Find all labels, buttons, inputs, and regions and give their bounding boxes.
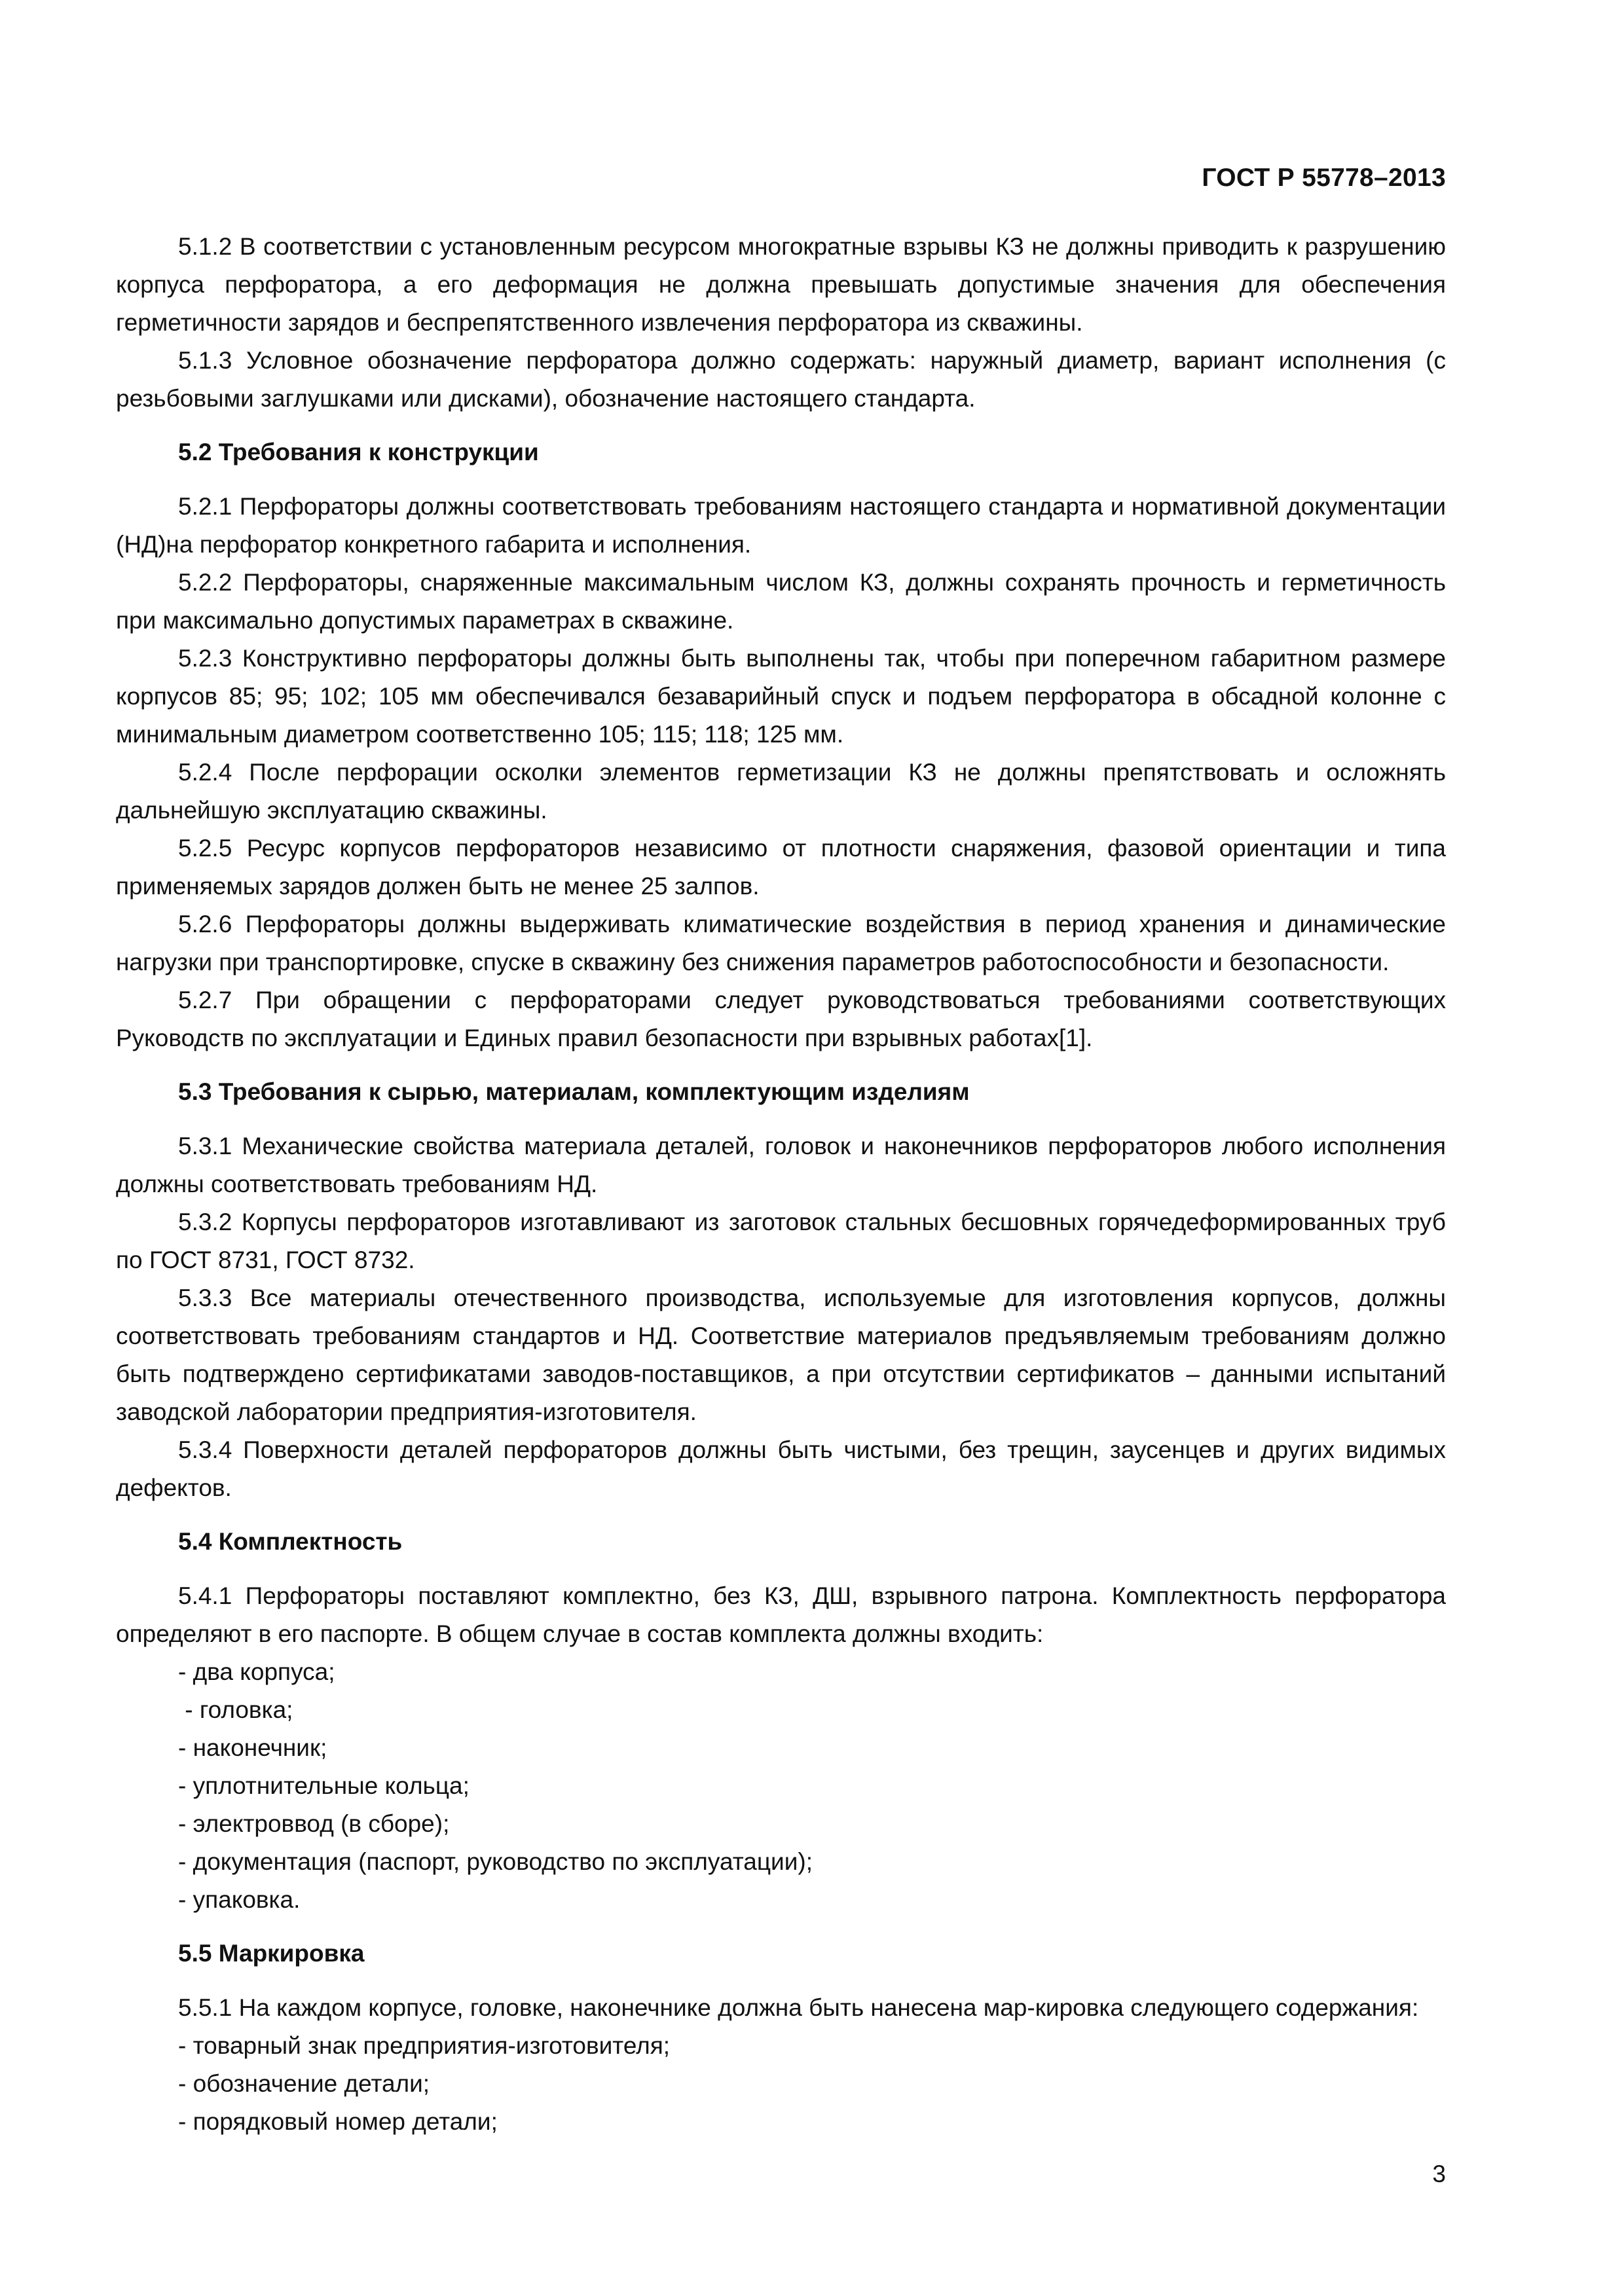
list-item: - товарный знак предприятия-изготовителя;: [178, 2032, 671, 2059]
page-number: 3: [1432, 2160, 1446, 2187]
paragraph-5-2-5: 5.2.5 Ресурс корпусов перфораторов независимо от плотности снаряжения, фазовой ориентации и типа применяемых зарядов должен быть не менее 25 залпов.: [116, 835, 1446, 900]
list-item: - упаковка.: [178, 1886, 301, 1913]
paragraph-5-2-7: 5.2.7 При обращении с перфораторами следует руководствоваться требованиями соответствующих Руководств по эксплуатации и Единых правил безопасности при взрывных работах[1].: [116, 987, 1446, 1051]
paragraph-5-2-3: 5.2.3 Конструктивно перфораторы должны быть выполнены так, чтобы при поперечном габаритном размере корпусов 85; 95; 102; 105 мм обеспечивался безаварийный спуск и подъем перфоратора в обсадной колонне с минимальным диаметром соответственно 105; 115; 118; 125 мм.: [116, 645, 1446, 748]
section-heading-5-5: 5.5 Маркировка: [178, 1940, 365, 1967]
list-item: - порядковый номер детали;: [178, 2108, 498, 2135]
paragraph-5-4-1: 5.4.1 Перфораторы поставляют комплектно, без КЗ, ДШ, взрывного патрона. Комплектность перфоратора определяют в его паспорте. В общем случае в состав комплекта должны входить:: [116, 1582, 1446, 1647]
list-item: - обозначение детали;: [178, 2070, 430, 2097]
paragraph-5-2-1: 5.2.1 Перфораторы должны соответствовать требованиям настоящего стандарта и нормативной документации (НД)на перфоратор конкретного габарита и исполнения.: [116, 493, 1446, 558]
list-item: - два корпуса;: [178, 1658, 335, 1685]
paragraph-5-3-1: 5.3.1 Механические свойства материала деталей, головок и наконечников перфораторов любого исполнения должны соответствовать требованиям НД.: [116, 1133, 1446, 1197]
paragraph-5-2-6: 5.2.6 Перфораторы должны выдерживать климатические воздействия в период хранения и динамические нагрузки при транспортировке, спуске в скважину без снижения параметров работоспособности и безопасности.: [116, 911, 1446, 975]
section-heading-5-4: 5.4 Комплектность: [178, 1528, 403, 1555]
document-body: [116, 228, 1446, 2141]
paragraph-5-2-4: 5.2.4 После перфорации осколки элементов герметизации КЗ не должны препятствовать и осложнять дальнейшую эксплуатацию скважины.: [116, 759, 1446, 824]
paragraph-5-2-2: 5.2.2 Перфораторы, снаряженные максимальным числом КЗ, должны сохранять прочность и герметичность при максимально допустимых параметрах в скважине.: [116, 569, 1446, 634]
list-item: - уплотнительные кольца;: [178, 1772, 470, 1799]
document-code-header: ГОСТ Р 55778–2013: [1202, 164, 1446, 192]
paragraph-5-3-4: 5.3.4 Поверхности деталей перфораторов должны быть чистыми, без трещин, заусенцев и других видимых дефектов.: [116, 1436, 1446, 1501]
paragraph-5-5-1: 5.5.1 На каждом корпусе, головке, наконечнике должна быть нанесена мар-кировка следующего содержания:: [178, 1994, 1419, 2021]
paragraph-5-3-3: 5.3.3 Все материалы отечественного производства, используемые для изготовления корпусов, должны соответствовать требованиям стандартов и НД. Соответствие материалов предъявляемым требованиям должно быть подтверждено сертификатами заводов-поставщиков, а при отсутствии сертификатов – данными испытаний заводской лаборатории предприятия-изготовителя.: [116, 1285, 1446, 1425]
list-item: - головка;: [178, 1696, 293, 1723]
paragraph-5-3-2: 5.3.2 Корпусы перфораторов изготавливают из заготовок стальных бесшовных горячедеформированных труб по ГОСТ 8731, ГОСТ 8732.: [116, 1209, 1446, 1273]
section-heading-5-3: 5.3 Требования к сырью, материалам, комплектующим изделиям: [178, 1078, 970, 1105]
section-heading-5-2: 5.2 Требования к конструкции: [178, 439, 539, 465]
list-item: - документация (паспорт, руководство по эксплуатации);: [178, 1848, 813, 1875]
paragraph-5-1-2: 5.1.2 В соответствии с установленным ресурсом многократные взрывы КЗ не должны приводить к разрушению корпуса перфоратора, а его деформация не должна превышать допустимые значения для обеспечения герметичности зарядов и беспрепятственного извлечения перфоратора из скважины.: [116, 233, 1446, 336]
list-item: - электроввод (в сборе);: [178, 1810, 450, 1837]
paragraph-5-1-3: 5.1.3 Условное обозначение перфоратора должно содержать: наружный диаметр, вариант исполнения (с резьбовыми заглушками или дисками), обозначение настоящего стандарта.: [116, 347, 1446, 412]
list-item: - наконечник;: [178, 1734, 327, 1761]
